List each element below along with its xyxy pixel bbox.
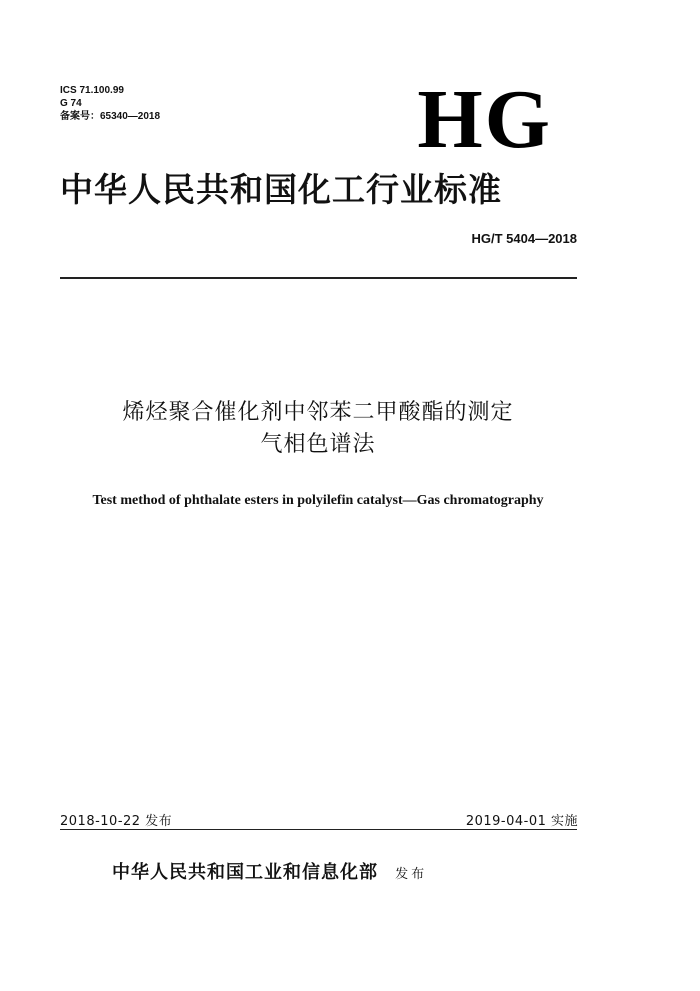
publisher-organization: 中华人民共和国工业和信息化部 [112, 862, 378, 883]
standard-title: 中华人民共和国化工行业标准 [60, 170, 502, 209]
ics-code: ICS 71.100.99 [60, 85, 124, 96]
publisher-action: 发布 [395, 867, 428, 882]
standard-code: HG/T 5404—2018 [471, 231, 577, 246]
document-title-line1: 烯烃聚合催化剂中邻苯二甲酸酯的测定 [122, 400, 514, 425]
issue-date: 2018-10-22 发布 [60, 814, 173, 829]
bottom-divider [60, 829, 577, 830]
ccs-code: G 74 [60, 98, 82, 109]
english-title: Test method of phthalate esters in polyilefin catalyst—Gas chromatography [92, 493, 544, 508]
implementation-date: 2019-04-01 实施 [465, 814, 578, 829]
record-number: 备案号：65340—2018 [60, 111, 161, 122]
publisher [112, 858, 427, 884]
hg-logo: HG [417, 73, 552, 166]
top-divider [60, 277, 577, 279]
document-title-line2: 气相色谱法 [260, 432, 376, 457]
